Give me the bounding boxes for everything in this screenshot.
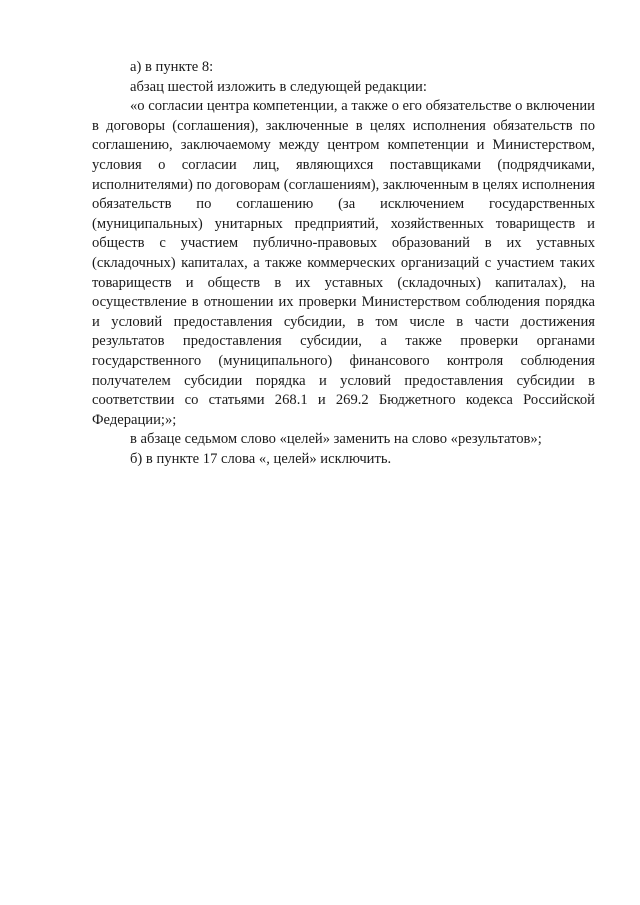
paragraph-instruction-sixth: абзац шестой изложить в следующей редакции: <box>130 78 427 95</box>
document-body <box>92 58 595 469</box>
paragraph-item-a-heading: а) в пункте 8: <box>130 59 214 75</box>
paragraph-instruction-seventh: в абзаце седьмом слово «целей» заменить на слово «результатов»; <box>130 431 542 448</box>
paragraph-item-b: б) в пункте 17 слова «, целей» исключить. <box>130 450 392 467</box>
paragraph-new-wording: «о согласии центра компетенции, а также о его обязательстве о включении в договоры (соглашения), заключенные в целях исполнения обязательств по соглашению, заключаемому между центром компетенции и Министерством, условия о согласии лиц, являющихся поставщиками (подрядчиками, исполнителями) по договорам (соглашениям), заключенным в целях исполнения обязательств по соглашению (за исключением государственных (муниципальных) унитарных предприятий, хозяйственных товариществ и обществ с участием публично-правовых образований в их уставных (складочных) капиталах, а также коммерческих организаций с участием таких товариществ и обществ в их уставных (складочных) капиталах), на осуществление в отношении их проверки Министерством соблюдения порядка и условий предоставления субсидии, в том числе в части достижения результатов предоставления субсидии, а также проверки органами государственного (муниципального) финансового контроля соблюдения получателем субсидии порядка и условий предоставления субсидии в соответствии со статьями 268.1 и 269.2 Бюджетного кодекса Российской Федерации;»; <box>92 98 595 428</box>
